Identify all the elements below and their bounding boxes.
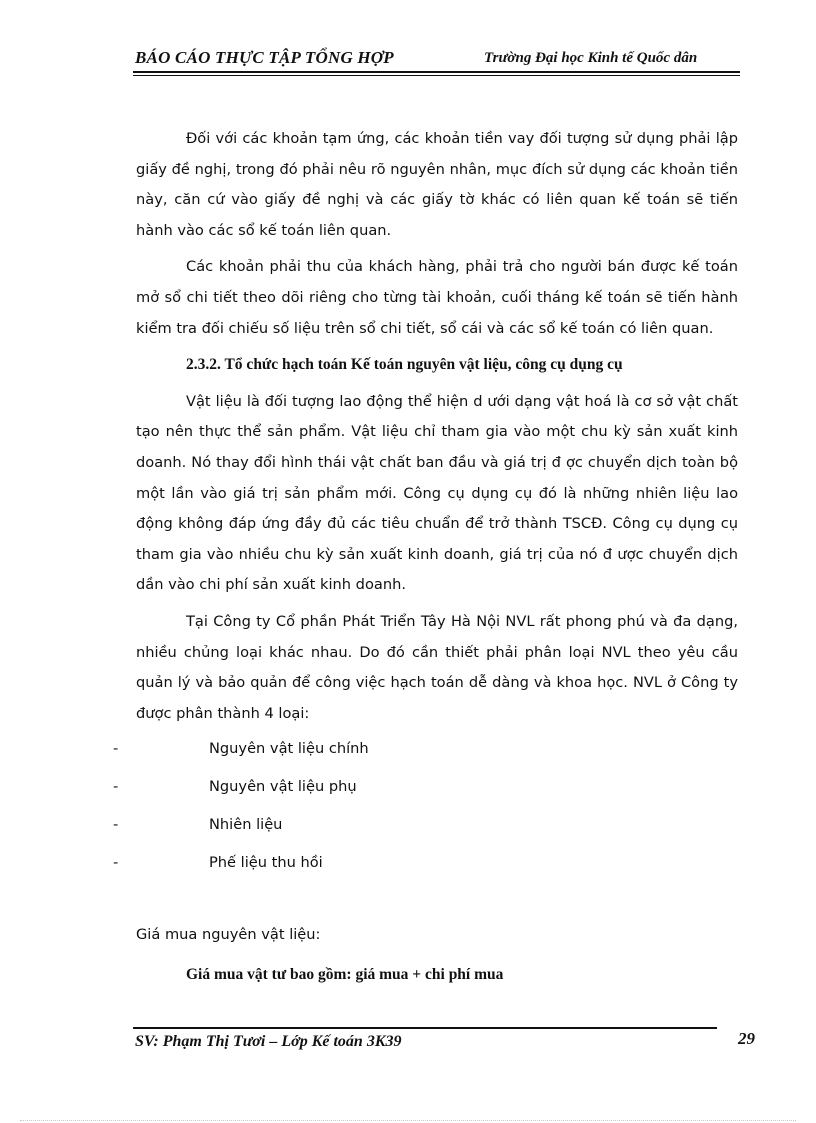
list-dash: - xyxy=(113,816,119,833)
list-item-text: Nhiên liệu xyxy=(209,816,283,833)
material-types-list xyxy=(113,734,713,886)
purchase-price-formula: Giá mua vật tư bao gồm: giá mua + chi phí mua xyxy=(186,966,504,983)
university-name: Trường Đại học Kinh tế Quốc dân xyxy=(484,50,698,66)
list-item xyxy=(113,734,713,772)
list-dash: - xyxy=(113,854,119,871)
paragraph-materials-definition: Vật liệu là đối tượng lao động thể hiện d ưới dạng vật hoá là cơ sở vật chất tạo nên thực thể sản phẩm. Vật liệu chỉ tham gia vào một chu kỳ sản xuất kinh doanh. Nó thay đổi hình thái vật chất ban đầu và giá trị đ ợc chuyển dịch toàn bộ một lần vào giá trị sản phẩm mới. Công cụ dụng cụ đó là những nhiên liệu lao động không đáp ứng đầy đủ các tiêu chuẩn để trở thành TSCĐ. Công cụ dụng cụ tham gia vào nhiều chu kỳ sản xuất kinh doanh, giá trị của nó đ ược chuyển dịch dần vào chi phí sản xuất kinh doanh. xyxy=(136,392,738,594)
paragraph-materials-classification: Tại Công ty Cổ phần Phát Triển Tây Hà Nội NVL rất phong phú và đa dạng, nhiều chủng loại khác nhau. Do đó cần thiết phải phân loại NVL theo yêu cầu quản lý và bảo quản để công việc hạch toán dễ dàng và khoa học. NVL ở Công ty được phân thành 4 loại: xyxy=(136,612,738,722)
list-dash: - xyxy=(113,740,119,757)
list-item-text: Nguyên vật liệu phụ xyxy=(209,778,357,795)
purchase-price-label: Giá mua nguyên vật liệu: xyxy=(136,926,321,943)
list-item-text: Nguyên vật liệu chính xyxy=(209,740,369,757)
header-rule xyxy=(133,71,740,73)
paragraph-advances: Đối với các khoản tạm ứng, các khoản tiền vay đối tượng sử dụng phải lập giấy đề nghị, trong đó phải nêu rõ nguyên nhân, mục đích sử dụng các khoản tiền này, căn cứ vào giấy đề nghị và các giấy tờ khác có liên quan kế toán sẽ tiến hành vào các sổ kế toán liên quan. xyxy=(136,130,738,239)
report-title: BÁO CÁO THỰC TẬP TỔNG HỢP xyxy=(135,48,394,67)
list-item xyxy=(113,810,713,848)
page-edge xyxy=(20,1120,796,1121)
student-info: SV: Phạm Thị Tươi – Lớp Kế toán 3K39 xyxy=(135,1033,402,1050)
page-number: 29 xyxy=(738,1029,755,1048)
list-item-text: Phế liệu thu hồi xyxy=(209,854,323,871)
list-item xyxy=(113,772,713,810)
footer-rule xyxy=(133,1027,717,1029)
document-body xyxy=(136,124,738,735)
list-item xyxy=(113,848,713,886)
paragraph-receivables: Các khoản phải thu của khách hàng, phải trả cho người bán được kế toán mở sổ chi tiết theo dõi riêng cho từng tài khoản, cuối tháng kế toán sẽ tiến hành kiểm tra đối chiếu số liệu trên sổ chi tiết, sổ cái và các sổ kế toán có liên quan. xyxy=(136,258,738,337)
section-heading: 2.3.2. Tổ chức hạch toán Kế toán nguyên vật liệu, công cụ dụng cụ xyxy=(186,356,623,374)
header-rule-thin xyxy=(133,75,740,76)
list-dash: - xyxy=(113,778,119,795)
